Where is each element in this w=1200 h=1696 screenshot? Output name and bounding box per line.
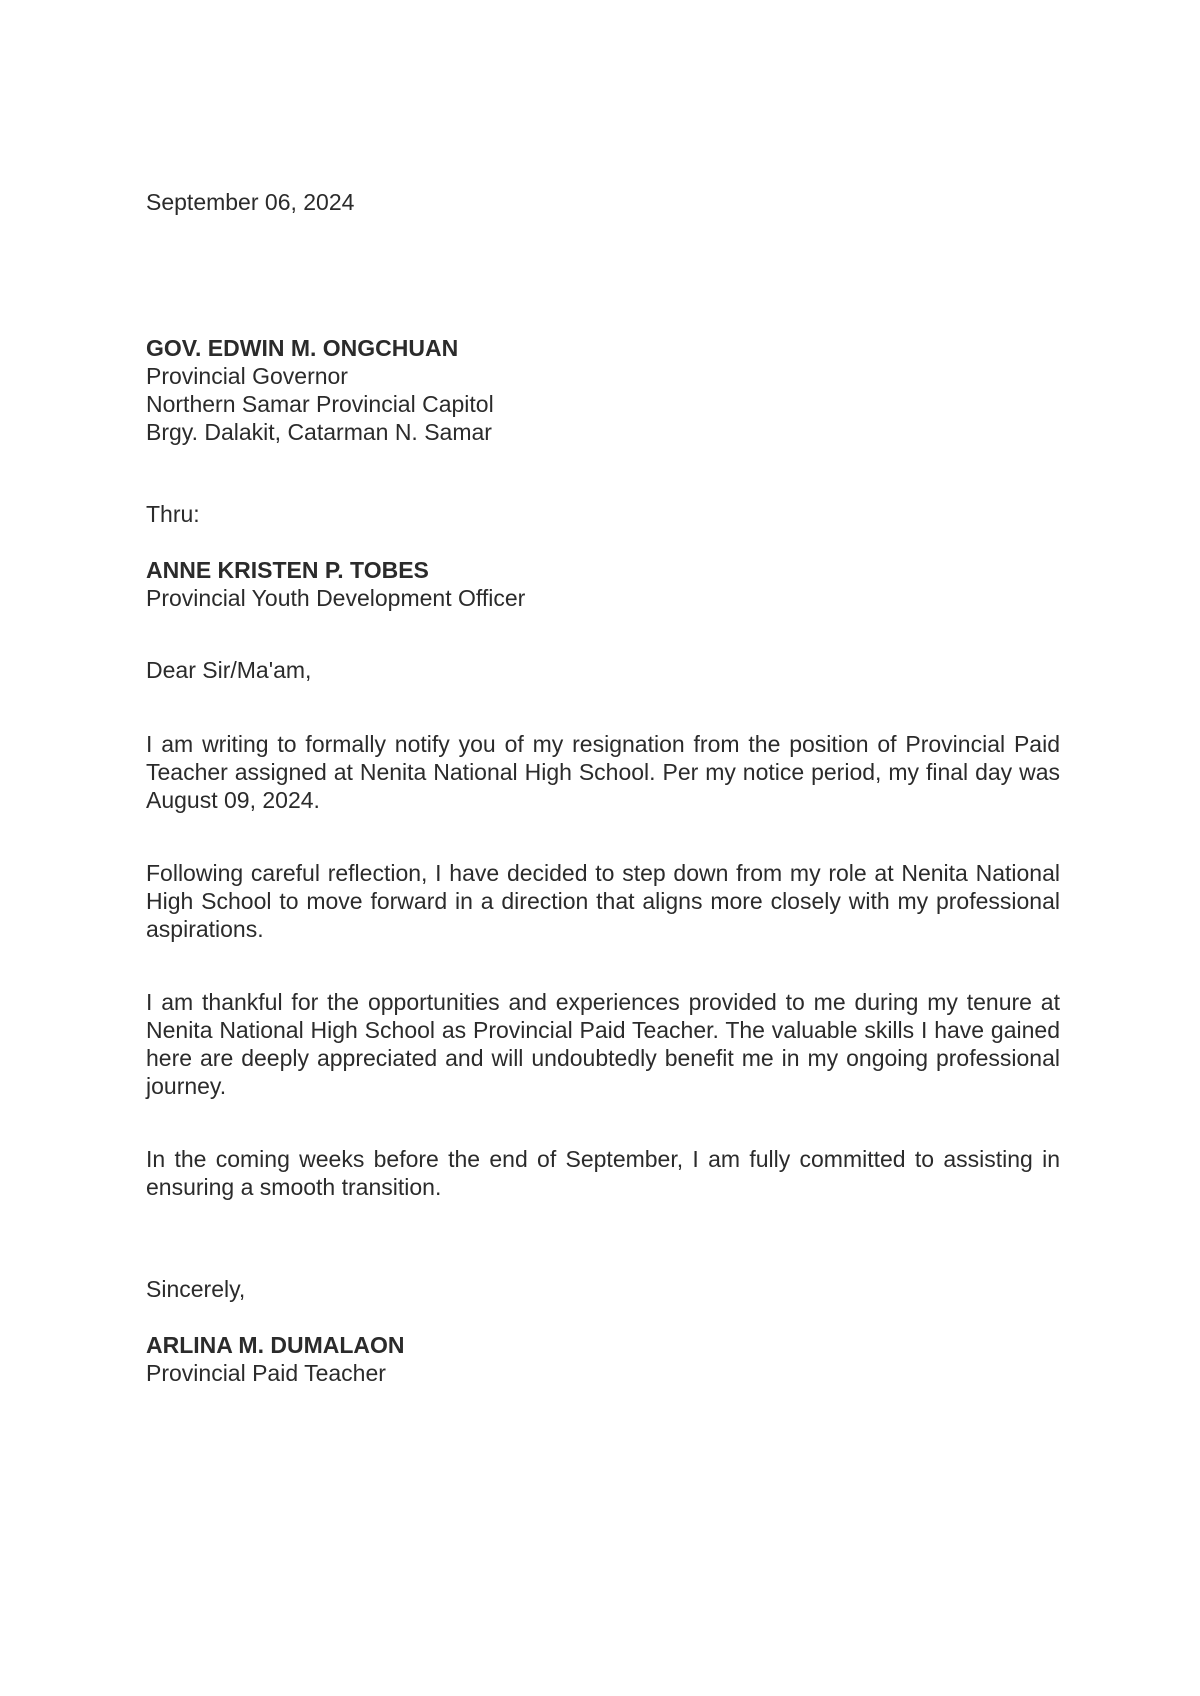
signature-block [146,1331,1060,1387]
body-paragraph: Following careful reflection, I have decided to step down from my role at Nenita National High School to move forward in a direction that aligns more closely with my professional aspirations. [146,860,1060,942]
recipient-block [146,334,1060,446]
via-title: Provincial Youth Development Officer [146,585,526,611]
recipient-title: Provincial Governor [146,363,348,389]
recipient-name: GOV. EDWIN M. ONGCHUAN [146,335,459,361]
body-paragraph: I am thankful for the opportunities and experiences provided to me during my tenure at Nenita National High School as Provincial Paid Teacher. The valuable skills I have gained here are deeply appreciated and will undoubtedly benefit me in my ongoing professional journey. [146,989,1060,1099]
salutation: Dear Sir/Ma'am, [146,657,312,683]
body-paragraph: In the coming weeks before the end of September, I am fully committed to assisting in ensuring a smooth transition. [146,1146,1060,1200]
body-paragraph: I am writing to formally notify you of my resignation from the position of Provincial Paid Teacher assigned at Nenita National High School. Per my notice period, my final day was August 09, 2024. [146,731,1060,813]
recipient-address-line2: Brgy. Dalakit, Catarman N. Samar [146,419,492,445]
letter-date: September 06, 2024 [146,189,355,215]
closing: Sincerely, [146,1276,246,1302]
via-name: ANNE KRISTEN P. TOBES [146,557,429,583]
recipient-address-line1: Northern Samar Provincial Capitol [146,391,494,417]
thru-label: Thru: [146,501,200,527]
via-block [146,556,1060,612]
signatory-title: Provincial Paid Teacher [146,1360,386,1386]
signatory-name: ARLINA M. DUMALAON [146,1332,405,1358]
letter-body [146,188,1060,1387]
